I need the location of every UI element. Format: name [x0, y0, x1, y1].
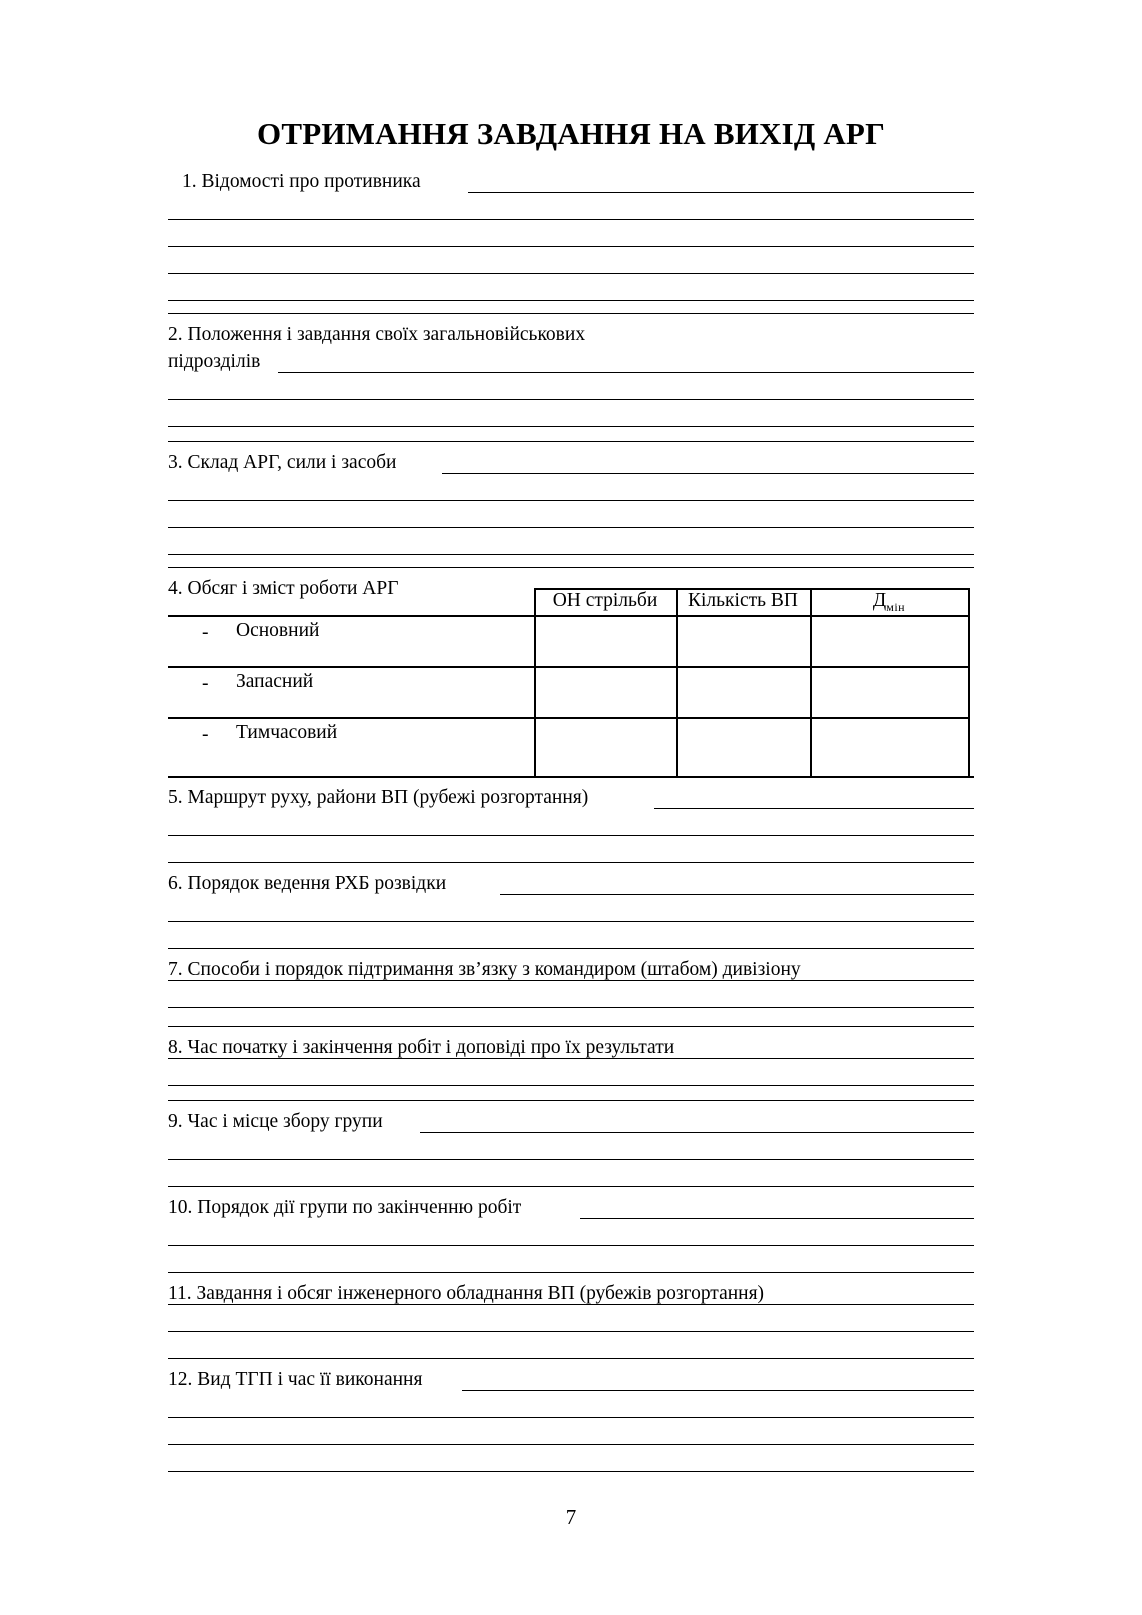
section-1-blank-line-3[interactable] [168, 273, 974, 274]
table-header-d-main: Д [872, 590, 887, 611]
table-row-3-bullet: - [202, 724, 209, 745]
field-row-section-11 [168, 1272, 974, 1306]
table-row-2-bullet: - [202, 673, 209, 694]
table-line-vertical-left [534, 588, 536, 778]
section-1-label: 1. Відомості про противника [182, 171, 421, 192]
table-row-3-label: Тимчасовий [236, 722, 338, 743]
table-cell-r3-c2[interactable] [678, 719, 808, 767]
table-cell-r3-c1[interactable] [536, 719, 674, 767]
section-3-blank-line-3[interactable] [168, 554, 974, 555]
field-row-section-9 [168, 1100, 974, 1134]
section-10-inline-rule[interactable] [580, 1218, 974, 1219]
table-row-2-label: Запасний [236, 671, 314, 692]
table-cell-r1-c2[interactable] [678, 617, 808, 665]
table-line-vertical-right [968, 588, 970, 778]
section-5-inline-rule[interactable] [654, 808, 974, 809]
field-row-section-3 [168, 441, 974, 475]
section-6-label: 6. Порядок ведення РХБ розвідки [168, 873, 447, 894]
section-1-inline-rule[interactable] [468, 192, 974, 193]
section-3-inline-rule[interactable] [442, 473, 974, 474]
table-line-header-top [534, 588, 968, 590]
table-header-d-subscript: мін [886, 599, 906, 614]
field-row-section-8 [168, 1026, 974, 1060]
table-line-vertical-col1 [676, 588, 678, 778]
table-cell-r2-c3[interactable] [812, 668, 966, 716]
table-row-1-label: Основний [236, 620, 320, 641]
table-cell-r1-c3[interactable] [812, 617, 966, 665]
section-10-label: 10. Порядок дії групи по закінченню робіт [168, 1197, 522, 1218]
section-12-label: 12. Вид ТГП і час її виконання [168, 1369, 423, 1390]
table-cell-r1-c1[interactable] [536, 617, 674, 665]
section-1-blank-line-2[interactable] [168, 246, 974, 247]
section-2-blank-line-1[interactable] [168, 399, 974, 400]
section-11-label: 11. Завдання і обсяг інженерного обладнання ВП (рубежів розгортання) [168, 1283, 765, 1304]
section-7-blank-line-1[interactable] [168, 980, 974, 981]
section-1-blank-line-1[interactable] [168, 219, 974, 220]
section-8-label: 8. Час початку і закінчення робіт і доповіді про їх результати [168, 1037, 675, 1058]
field-row-section-12 [168, 1358, 974, 1392]
field-row-section-1 [168, 160, 974, 194]
section-12-blank-line-3[interactable] [168, 1471, 974, 1472]
section-9-inline-rule[interactable] [420, 1132, 974, 1133]
section-7-blank-line-2[interactable] [168, 1007, 974, 1008]
table-line-header-bottom [168, 615, 968, 617]
table-header-kilkist-vp: Кількість ВП [688, 590, 798, 611]
section-8-blank-line-1[interactable] [168, 1058, 974, 1059]
section-8-blank-line-2[interactable] [168, 1085, 974, 1086]
section-10-blank-line-1[interactable] [168, 1245, 974, 1246]
table-header-on-strilby: ОН стрільби [552, 590, 658, 611]
page-title: ОТРИМАННЯ ЗАВДАННЯ НА ВИХІД АРГ [257, 116, 885, 151]
section-11-blank-line-1[interactable] [168, 1304, 974, 1305]
section-2-label-line-2: підрозділів [168, 351, 261, 372]
table-line-row-2-bottom [168, 717, 968, 719]
field-row-section-10 [168, 1186, 974, 1220]
table-cell-r2-c1[interactable] [536, 668, 674, 716]
table-row-1-bullet: - [202, 622, 209, 643]
section-9-blank-line-1[interactable] [168, 1159, 974, 1160]
section-12-inline-rule[interactable] [462, 1390, 974, 1391]
section-2-inline-rule[interactable] [278, 372, 974, 373]
field-row-section-6 [168, 862, 974, 896]
section-7-label: 7. Способи і порядок підтримання зв’язку з командиром (штабом) дивізіону [168, 959, 801, 980]
field-row-section-2-line-2 [168, 340, 974, 374]
section-2-blank-line-2[interactable] [168, 426, 974, 427]
field-row-section-7 [168, 948, 974, 982]
table-line-vertical-col2 [810, 588, 812, 778]
page-number: 7 [565, 1505, 577, 1529]
table-cell-r2-c2[interactable] [678, 668, 808, 716]
section-3-blank-line-2[interactable] [168, 527, 974, 528]
section-6-blank-line-1[interactable] [168, 921, 974, 922]
table-cell-r3-c3[interactable] [812, 719, 966, 767]
section-2-label-line-1: 2. Положення і завдання своїх загальновійськових [168, 324, 586, 345]
section-11-blank-line-2[interactable] [168, 1331, 974, 1332]
section-5-label: 5. Маршрут руху, райони ВП (рубежі розгортання) [168, 787, 589, 808]
table-header-d-min [810, 590, 968, 615]
section-6-inline-rule[interactable] [500, 894, 974, 895]
section-3-label: 3. Склад АРГ, сили і засоби [168, 452, 397, 473]
section-12-blank-line-1[interactable] [168, 1417, 974, 1418]
field-row-section-5 [168, 776, 974, 810]
section-1-blank-line-4[interactable] [168, 300, 974, 301]
section-5-blank-line-1[interactable] [168, 835, 974, 836]
section-12-blank-line-2[interactable] [168, 1444, 974, 1445]
section-3-blank-line-1[interactable] [168, 500, 974, 501]
section-9-label: 9. Час і місце збору групи [168, 1111, 383, 1132]
table-line-row-1-bottom [168, 666, 968, 668]
section-4-label: 4. Обсяг і зміст роботи АРГ [168, 578, 399, 599]
